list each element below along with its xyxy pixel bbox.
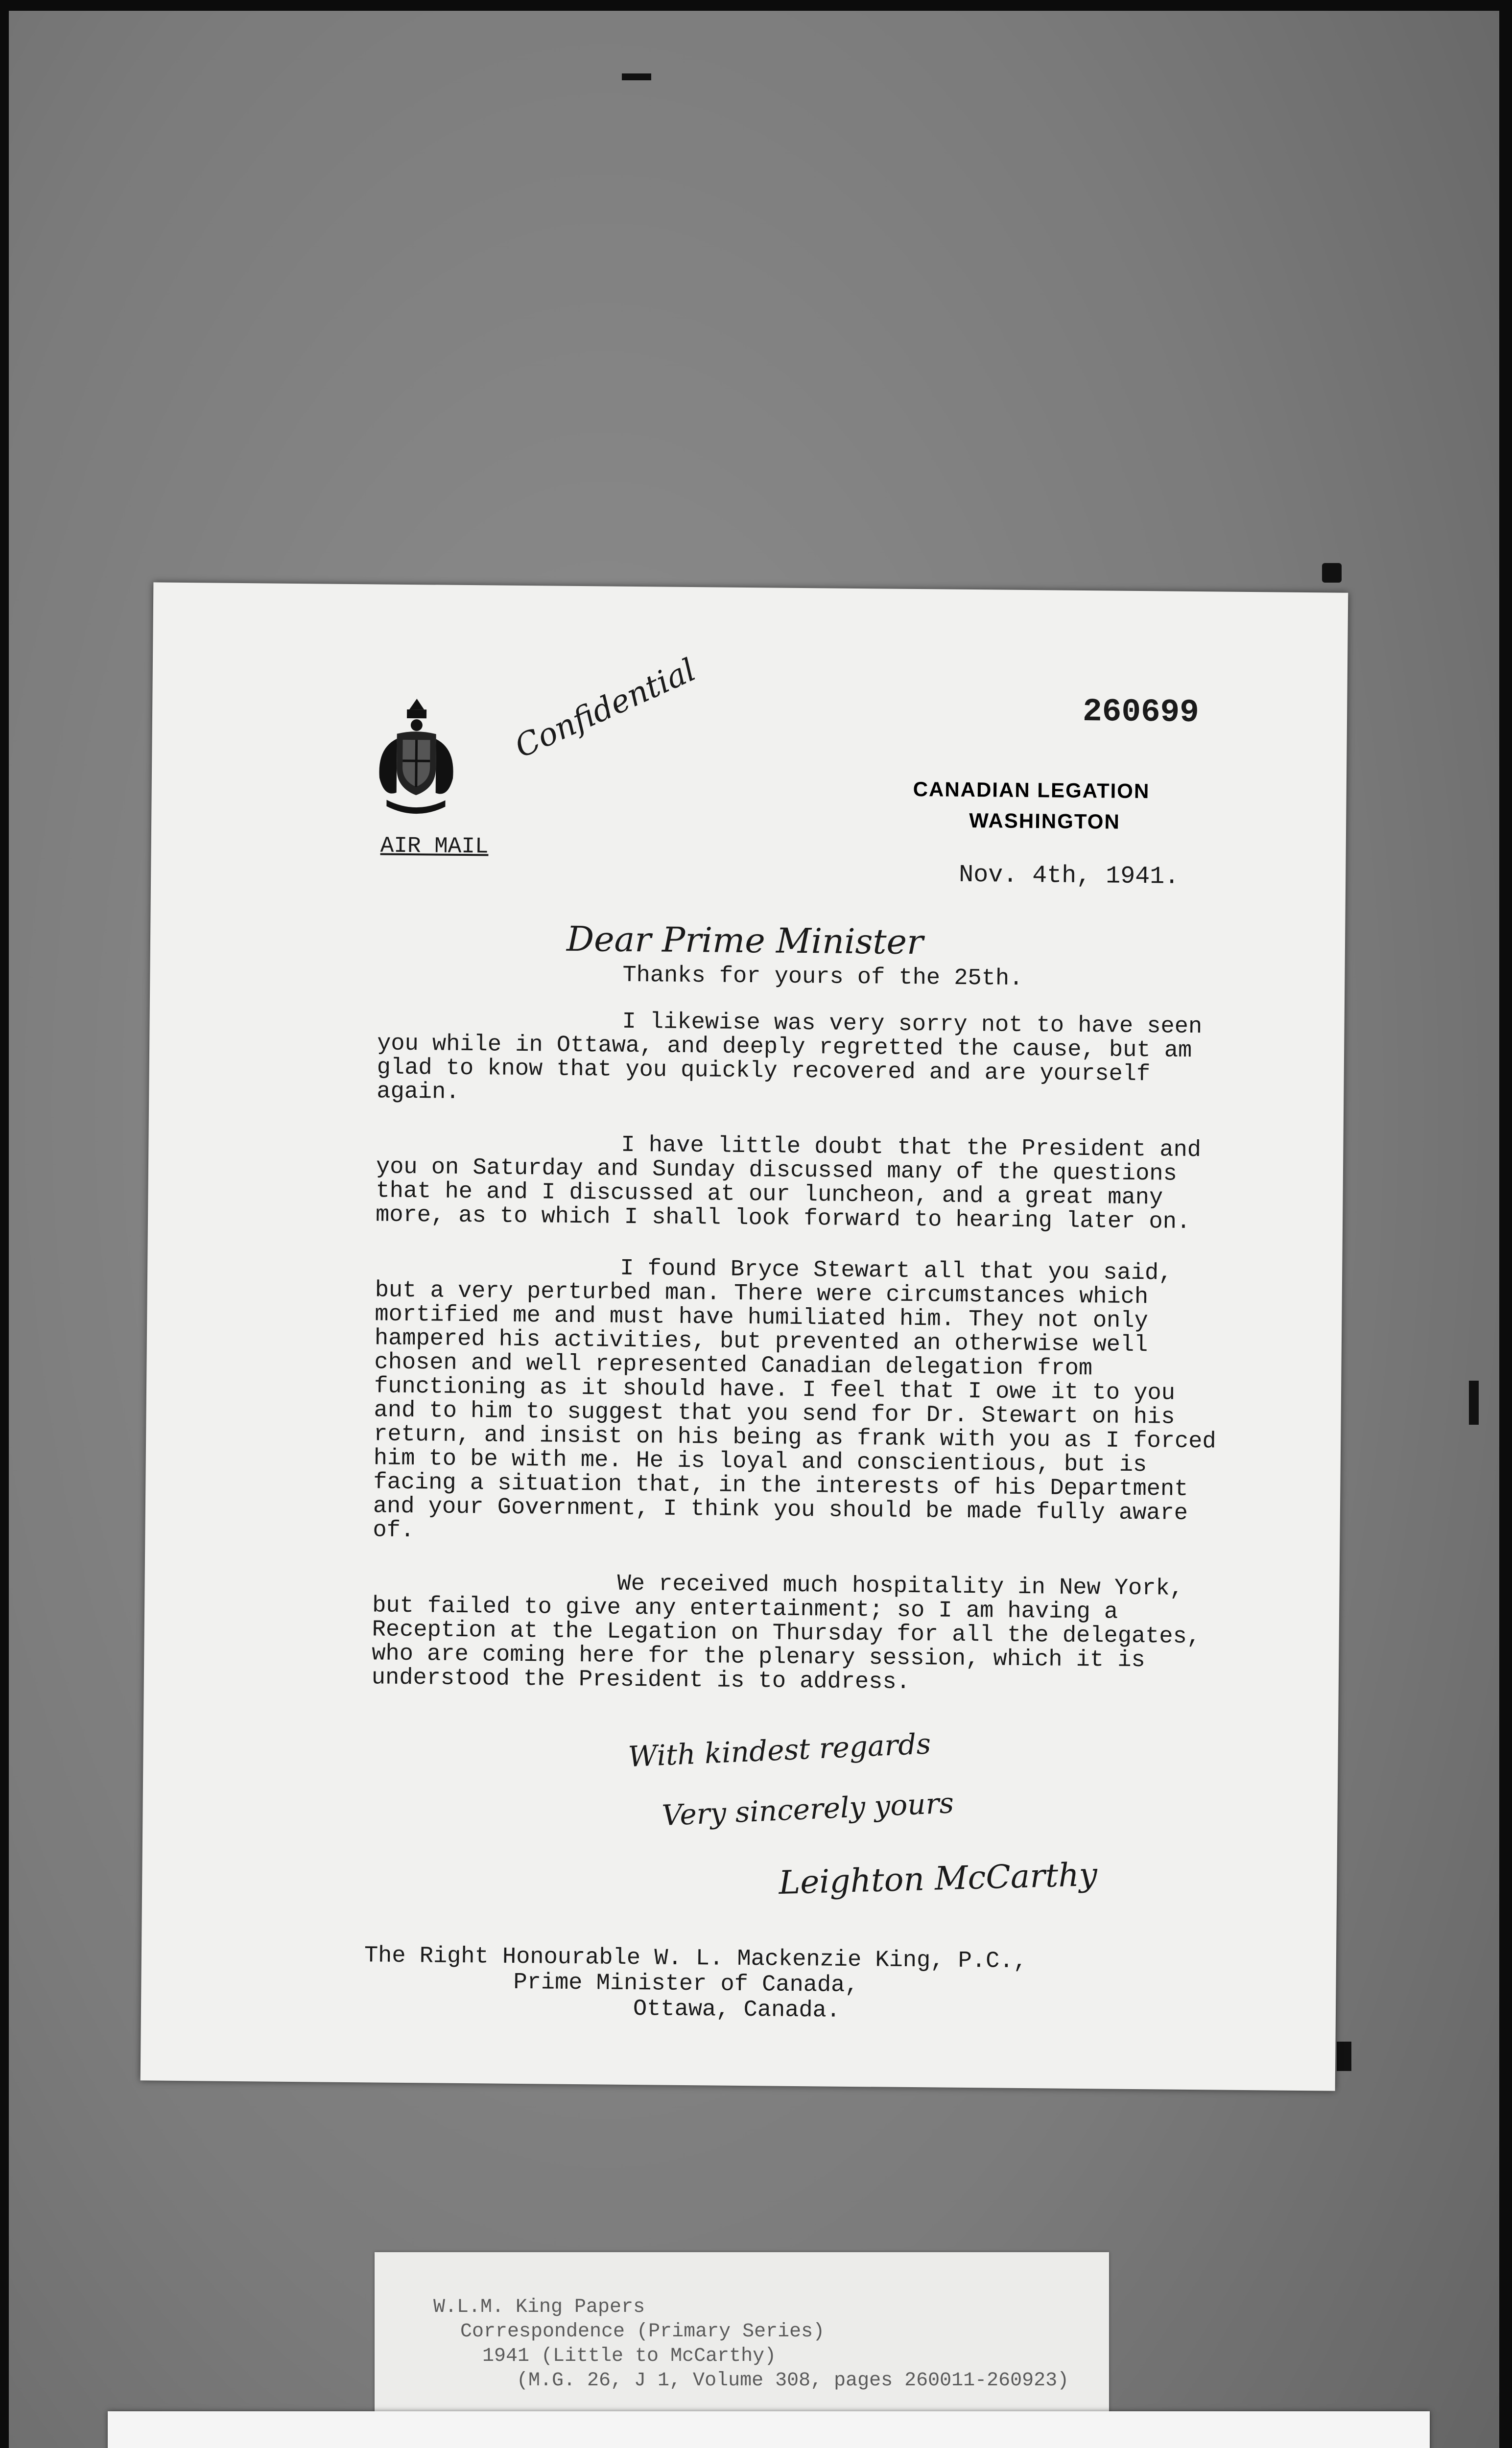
reference-series: Correspondence (Primary Series) xyxy=(460,2321,825,2343)
letter-body xyxy=(371,961,1229,1724)
body-paragraph: I found Bryce Stewart all that you said, but a very perturbed man. There were circumstances which mortified me and must have humiliated him. They not only hampered his activities, but prevented an otherwise well chosen and well represented Canadian delegation from functioning as it should have. I feel that I owe it to you and to him to suggest that you send for Dr. Stewart on his return, and insist on his being as frank with you as I forced him to be with me. He is loyal and conscientious, but is facing a situation that, in the interests of his Department and your Government, I think you should be made fully aware of. xyxy=(373,1255,1216,1544)
reference-label xyxy=(375,2252,1109,2414)
scan-border-top xyxy=(0,0,1512,11)
recipient-address: Ottawa, Canada. xyxy=(633,1996,841,2024)
coat-of-arms-icon xyxy=(367,694,466,823)
body-paragraph: I have little doubt that the President and you on Saturday and Sunday discussed many of the questions that he and I discussed at our luncheon, and a great many more, as to which I shall look forward to hearing later on. xyxy=(375,1132,1202,1235)
handwritten-closing: Very sincerely yours xyxy=(661,1786,955,1833)
handwritten-salutation: Dear Prime Minister xyxy=(566,918,923,963)
frame-clip-mark xyxy=(1469,1381,1479,1425)
signature: Leighton McCarthy xyxy=(778,1855,1098,1902)
document-number: 260699 xyxy=(1082,693,1200,731)
handwritten-closing: With kindest regards xyxy=(627,1727,932,1774)
letter-date: Nov. 4th, 1941. xyxy=(958,861,1180,891)
reference-collection: W.L.M. King Papers xyxy=(433,2296,645,2318)
letter-sheet xyxy=(141,582,1348,2091)
scan-border-left xyxy=(0,0,9,2448)
body-paragraph: We received much hospitality in New York, but failed to give any entertainment; so I am having a Reception at the Legation on Thursday for all the delegates, who are coming here for the plenary session, which it is understood the President is to address. xyxy=(371,1571,1201,1695)
reference-volume: (M.G. 26, J 1, Volume 308, pages 260011-260923) xyxy=(517,2370,1069,2392)
archives-card xyxy=(108,2411,1430,2448)
letterhead-city: WASHINGTON xyxy=(969,808,1120,833)
reference-subseries: 1941 (Little to McCarthy) xyxy=(482,2345,777,2367)
recipient-name: The Right Honourable W. L. Mackenzie King, P.C., xyxy=(364,1943,1027,1975)
air-mail-label: AIR MAIL xyxy=(380,833,489,860)
frame-clip-mark xyxy=(1337,2042,1351,2071)
confidential-handwritten-note: Confidential xyxy=(509,652,702,766)
recipient-title: Prime Minister of Canada, xyxy=(513,1969,859,1999)
frame-clip-mark xyxy=(622,73,651,80)
letterhead-legation: CANADIAN LEGATION xyxy=(913,777,1150,803)
scan-border-right xyxy=(1499,0,1512,2448)
frame-clip-mark xyxy=(1322,563,1342,583)
body-paragraph: Thanks for yours of the 25th. xyxy=(622,962,1023,992)
body-paragraph: I likewise was very sorry not to have seen you while in Ottawa, and deeply regretted the cause, but am glad to know that you quickly recovered and are yourself again. xyxy=(377,1009,1203,1106)
